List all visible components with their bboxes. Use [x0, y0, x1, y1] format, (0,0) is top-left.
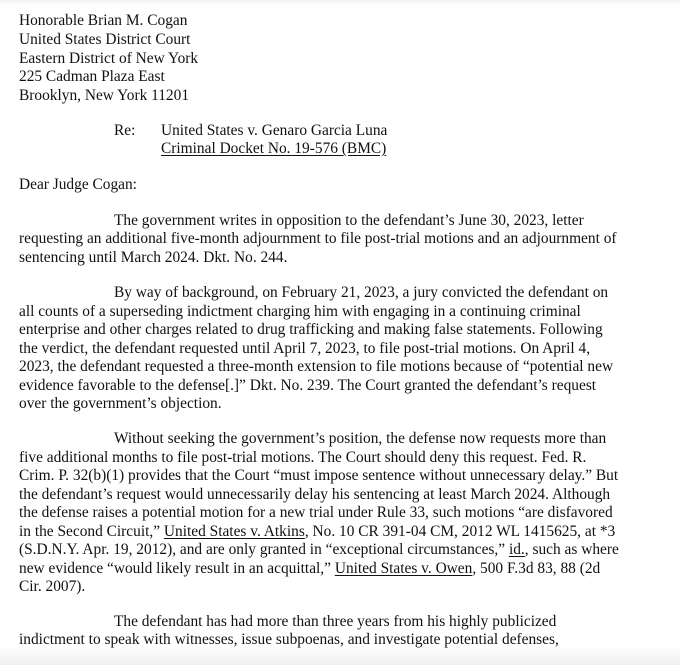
- paragraph-line: [19, 540, 619, 559]
- paragraph-line: By way of background, on February 21, 2023, a jury convicted the defendant on: [114, 284, 609, 301]
- paragraph-line: [19, 522, 615, 541]
- paragraph-line: all counts of a superseding indictment charging him with engaging in a continuing criminal: [19, 303, 581, 320]
- paragraph-line: requesting an additional five-month adjournment to file post-trial motions and an adjournment of: [19, 230, 617, 247]
- paragraph-line: 2023, the defendant requested a three-month extension to file motions because of “potential new: [19, 358, 614, 375]
- line-text: (S.D.N.Y. Apr. 19, 2012), and are only granted in “exceptional circumstances,”: [19, 541, 509, 558]
- case-name: United States v. Genaro Garcia Luna: [161, 122, 388, 139]
- case-citation: id.: [508, 541, 525, 558]
- salutation: Dear Judge Cogan:: [19, 176, 137, 193]
- paragraph-line: The government writes in opposition to the defendant’s June 30, 2023, letter: [114, 212, 584, 229]
- addressee-line: United States District Court: [19, 31, 191, 48]
- paragraph-line: evidence favorable to the defense[.]” Dkt. No. 239. The Court granted the defendant’s request: [19, 377, 597, 394]
- line-text: , 500 F.3d 83, 88 (2d: [472, 560, 601, 577]
- paragraph-line: five additional months to file post-trial motions. The Court should deny this request. Fed. R.: [19, 449, 587, 466]
- paragraph-line: enterprise and other charges related to drug trafficking and making false statements. Following: [19, 321, 603, 338]
- paragraph-line: Cir. 2007).: [19, 578, 86, 595]
- re-label: Re:: [114, 122, 136, 139]
- paragraph-line: [19, 559, 600, 578]
- paragraph-line: the defense raises a potential motion for a new trial under Rule 33, such motions “are disfavored: [19, 504, 613, 521]
- case-citation: United States v. Atkins: [163, 523, 305, 540]
- paragraph-line: sentencing until March 2024. Dkt. No. 244.: [19, 249, 288, 266]
- addressee-line: Honorable Brian M. Cogan: [19, 12, 188, 29]
- docket-number: Criminal Docket No. 19-576 (BMC): [161, 140, 387, 157]
- case-citation: United States v. Owen: [334, 560, 473, 577]
- addressee-line: 225 Cadman Plaza East: [19, 68, 165, 85]
- line-text: , such as where: [524, 541, 619, 558]
- addressee-line: Eastern District of New York: [19, 50, 199, 67]
- paragraph-line: the verdict, the defendant requested until April 7, 2023, to file post-trial motions. On April 4,: [19, 340, 591, 357]
- addressee-line: Brooklyn, New York 11201: [19, 87, 190, 104]
- paragraph-line: the defendant’s request would unnecessarily delay his sentencing at least March 2024. Although: [19, 486, 611, 503]
- paragraph-line: Without seeking the government’s position, the defense now requests more than: [114, 430, 607, 447]
- paragraph-line: over the government’s objection.: [19, 395, 222, 412]
- paragraph-line: indictment to speak with witnesses, issue subpoenas, and investigate potential defenses,: [19, 631, 559, 648]
- paragraph-line: Crim. P. 32(b)(1) provides that the Court “must impose sentence without unnecessary delay.” But: [19, 467, 619, 484]
- paragraph-line: The defendant has had more than three years from his highly publicized: [114, 613, 557, 630]
- line-text: new evidence “would likely result in an acquittal,”: [19, 560, 335, 577]
- line-text: in the Second Circuit,”: [19, 523, 164, 540]
- line-text: , No. 10 CR 391-04 CM, 2012 WL 1415625, at *3: [304, 523, 616, 540]
